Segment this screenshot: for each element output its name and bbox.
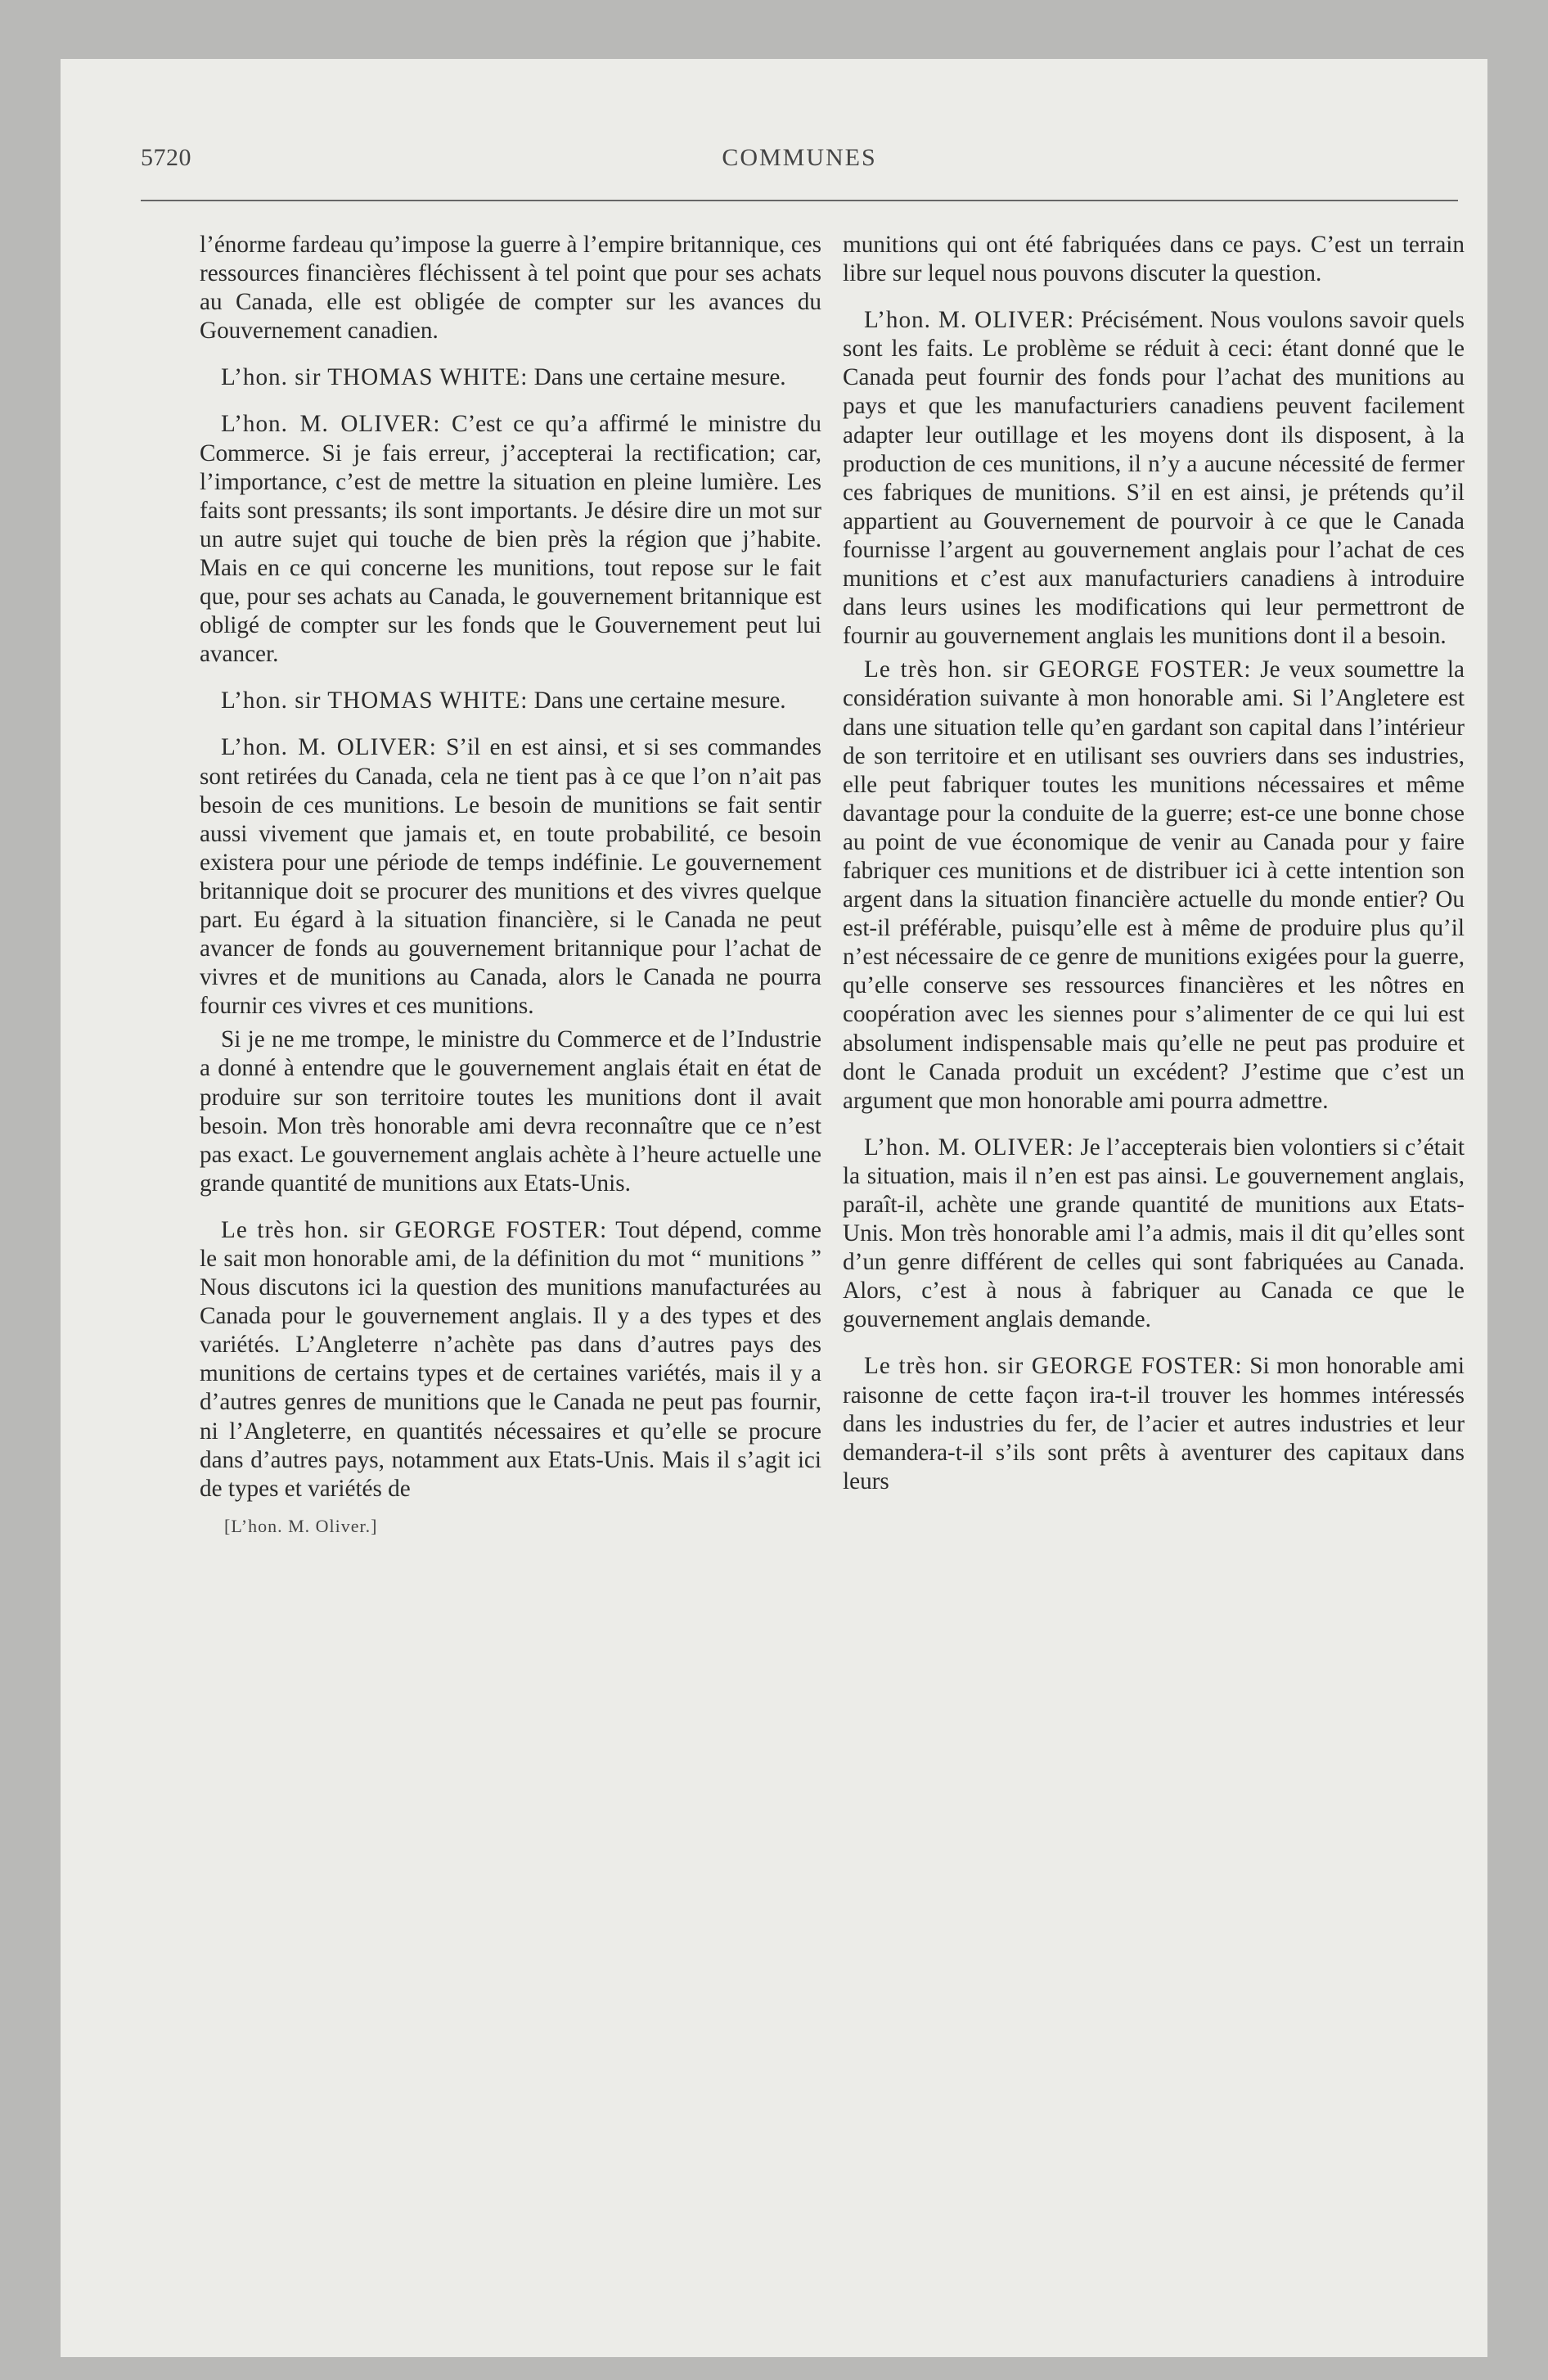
right-column bbox=[843, 231, 1465, 2326]
paragraph bbox=[200, 1025, 821, 1198]
paragraph-text: Dans une certaine mesure. bbox=[528, 364, 786, 391]
speaker-name: L’hon. M. OLIVER: bbox=[864, 1134, 1074, 1161]
paragraph bbox=[200, 231, 821, 345]
paragraph bbox=[200, 733, 821, 1021]
speaker-name: Le très hon. sir GEORGE FOSTER: bbox=[864, 1353, 1243, 1380]
speaker-name: L’hon. sir THOMAS WHITE: bbox=[221, 364, 529, 391]
paragraph-text: l’énorme fardeau qu’impose la guerre à l’empire britannique, ces ressources financières fléchissent à tel point que pour ses achats au Canada, elle est obligée de compter sur les avances du Gouvernement canadien. bbox=[200, 232, 821, 345]
speaker-name: Le très hon. sir GEORGE FOSTER: bbox=[864, 656, 1252, 683]
paragraph bbox=[200, 363, 821, 392]
footer-speaker-tag: [L’hon. M. Oliver.] bbox=[224, 1515, 378, 1536]
speaker-name: L’hon. M. OLIVER: bbox=[864, 307, 1075, 334]
paragraph bbox=[843, 1134, 1465, 1335]
speaker-name: Le très hon. sir GEORGE FOSTER: bbox=[221, 1216, 608, 1243]
paragraph-text: Si mon honorable ami raisonne de cette façon ira-t-il trouver les hommes intéressés dans les industries du fer, de l’acier et autres industries et leur demandera-t-il s’ils sont prêts à aventurer des capitaux dans leurs bbox=[843, 1353, 1465, 1494]
paragraph-text: Si je ne me trompe, le ministre du Commerce et de l’Industrie a donné à entendre que le gouvernement anglais était en état de produire sur son territoire toutes les munitions dont il avait besoin. Mon très honorable ami devra reconnaître que ce n’est pas exact. Le gouvernement anglais achète à l’heure actuelle une grande quantité de munitions aux Etats-Unis. bbox=[200, 1026, 821, 1197]
running-head: COMMUNES bbox=[722, 144, 877, 171]
speaker-name: L’hon. sir THOMAS WHITE: bbox=[221, 687, 529, 714]
paragraph-text: C’est ce qu’a affirmé le ministre du Commerce. Si je fais erreur, j’accepterai la rectification; car, l’importance, c’est de mettre la situation en pleine lumière. Les faits sont pressants; ils sont importants. Je désire dire un mot sur un autre sujet qui touche de bien près la région que j’habite. Mais en ce qui concerne les munitions, tout repose sur le fait que, pour ses achats au Canada, le gouvernement britannique est obligé de compter sur les fonds que le Gouvernement peut lui avancer. bbox=[200, 411, 821, 668]
paragraph bbox=[843, 306, 1465, 651]
speaker-name: L’hon. M. OLIVER: bbox=[221, 734, 437, 761]
paragraph-text: Tout dépend, comme le sait mon honorable ami, de la définition du mot “ munitions ” Nous discutons ici la question des munitions manufacturées au Canada pour le gouvernement anglais. Il y a des types et des variétés. L’Angleterre n’achète pas dans d’autres pays des munitions de certains types et de certaines variétés, mais il y a d’autres genres de munitions que le Canada ne peut pas fournir, ni l’Angleterre, en quantités nécessaires et qu’elle se procure dans d’autres pays, notamment aux Etats-Unis. Mais il s’agit ici de types et variétés de bbox=[200, 1216, 821, 1502]
paragraph-text: S’il en est ainsi, et si ses commandes sont retirées du Canada, cela ne tient pas à ce que l’on n’ait pas besoin de ces munitions. Le besoin de munitions se fait sentir aussi vivement que jamais et, en toute probabilité, ce besoin existera pour une période de temps indéfinie. Le gouvernement britannique doit se procurer des munitions et des vivres quelque part. Eu égard à la situation financière, si le Canada ne peut avancer de fonds au gouvernement britannique pour l’achat de vivres et de munitions au Canada, alors le Canada ne pourra fournir ces vivres et ces munitions. bbox=[200, 734, 821, 1020]
header-rule bbox=[141, 200, 1458, 201]
paragraph bbox=[843, 1352, 1465, 1495]
paragraph-text: Je veux soumettre la considération suivante à mon honorable ami. Si l’Angletere est dans une situation telle qu’en gardant son capital dans l’intérieur de son territoire et en utilisant ses ouvriers dans ses industries, elle peut fabriquer toutes les munitions nécessaires et même davantage pour la conduite de la guerre; est-ce une bonne chose au point de vue économique de venir au Canada pour y faire fabriquer ces munitions et de distribuer ici à cette intention son argent dans la situation financière actuelle du monde entier? Ou est-il préférable, puisqu’elle est à même de produire plus qu’il n’est nécessaire de ce genre de munitions exigées pour la guerre, qu’elle conserve ses ressources financières et les nôtres en coopération avec les siennes pour s’alimenter de ce qui lui est absolument indispensable mais qu’elle ne peut pas produire et dont le Canada produit un excédent? J’estime que c’est un argument que mon honorable ami pourra admettre. bbox=[843, 656, 1465, 1114]
page-header bbox=[141, 144, 1458, 177]
paragraph-text: Précisément. Nous voulons savoir quels sont les faits. Le problème se réduit à ceci: étant donné que le Canada peut fournir des fonds pour l’achat des munitions au pays et que les manufacturiers canadiens peuvent facilement adapter leur outillage et les moyens dont ils disposent, à la production de ces munitions, il n’y a aucune nécessité de fermer ces fabriques de munitions. S’il en est ainsi, je prétends qu’il appartient au Gouvernement de pourvoir à ce que le Canada fournisse l’argent au gouvernement anglais pour l’achat de ces munitions et c’est aux manufacturiers canadiens à introduire dans leurs usines les modifications qui leur permettront de fournir au gouvernement anglais les munitions dont il a besoin. bbox=[843, 307, 1465, 650]
page-number: 5720 bbox=[141, 144, 191, 171]
paragraph bbox=[200, 687, 821, 715]
paragraph-text: Dans une certaine mesure. bbox=[528, 687, 786, 714]
paragraph bbox=[843, 231, 1465, 288]
speaker-name: L’hon. M. OLIVER: bbox=[221, 411, 441, 438]
left-column bbox=[200, 231, 821, 2326]
paragraph bbox=[843, 656, 1465, 1116]
paragraph-text: Je l’accepterais bien volontiers si c’était la situation, mais il n’en est pas ainsi. Le gouvernement anglais, paraît-il, achète une grande quantité de munitions aux Etats-Unis. Mon très honorable ami l’a admis, mais il dit qu’elles sont d’un genre différent de celles qui sont fabriquées au Canada. Alors, c’est à nous à fabriquer au Canada ce que le gouvernement anglais demande. bbox=[843, 1134, 1465, 1333]
paragraph bbox=[200, 410, 821, 669]
paragraph-text: munitions qui ont été fabriquées dans ce pays. C’est un terrain libre sur lequel nous pouvons discuter la question. bbox=[843, 232, 1465, 287]
paragraph bbox=[200, 1216, 821, 1503]
